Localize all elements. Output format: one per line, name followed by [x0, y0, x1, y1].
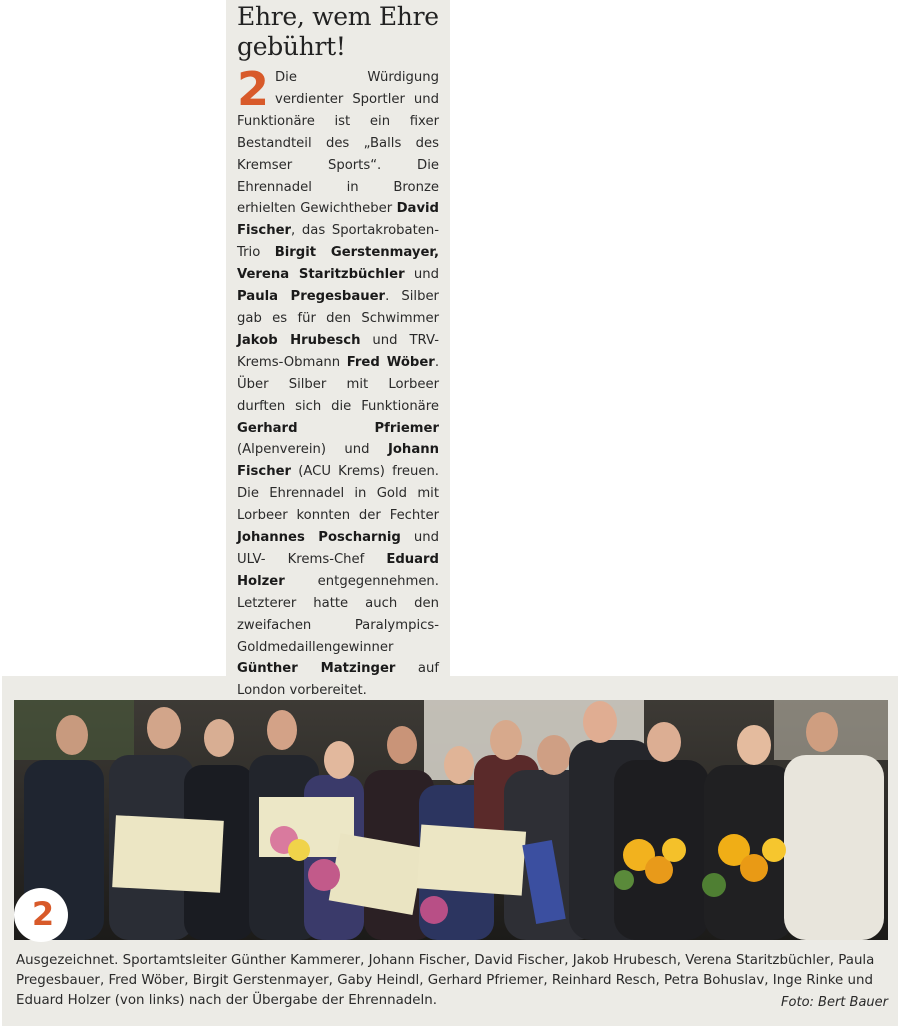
article-name-bold: Eduard Holzer	[237, 551, 439, 589]
article-headline: Ehre, wem Ehre gebührt!	[237, 2, 439, 61]
article-name-bold: Johannes Poscharnig	[237, 530, 401, 546]
article-name-bold: Jakob Hrubesch	[237, 332, 361, 348]
group-photo	[14, 700, 888, 940]
article-text-segment: und	[404, 267, 439, 283]
article-text-segment: (Alpenverein) und	[237, 442, 388, 458]
photo-number: 2	[31, 895, 55, 933]
article-text-segment: und ULV- Krems-Chef	[237, 530, 440, 567]
photo-caption: Ausgezeichnet. Sportamtsleiter Günther Kammerer, Johann Fischer, David Fischer, Jakob Hrubesch, Verena Staritzbüchler, Paula Pregesbauer, Fred Wöber, Birgit Gerstenmayer, Gaby Heindl, Gerhard Pfriemer, Reinhard Resch, Petra Bohuslav, Inge Rinke und Eduard Holzer (von links) nach der Übergabe der Ehrennadeln.	[16, 953, 875, 1008]
article-text-segment: entgegennehmen. Letzterer hatte auch den zweifachen Paralympics-Goldmedaillengewinner	[237, 573, 439, 655]
article-name-bold: Johann Fischer	[237, 442, 439, 480]
article-text-segment: , das Sportakrobaten-Trio	[237, 223, 439, 261]
article-name-bold: Birgit Gerstenmayer, Verena Staritzbüchler	[237, 245, 439, 283]
article-text-segment: auf London vorbereitet.	[237, 661, 439, 699]
article-name-bold: Fred Wöber	[346, 354, 435, 370]
article-name-bold: Günther Matzinger	[237, 661, 396, 677]
article-text-segment: . Silber gab es für den Schwimmer	[237, 289, 439, 326]
article-text-segment: (ACU Krems) freuen. Die Ehrennadel in Gold mit Lorbeer konnten der Fechter	[237, 464, 439, 524]
article-text-segment: und TRV-Krems-Obmann	[237, 332, 439, 370]
article-name-bold: Paula Pregesbauer	[237, 289, 386, 305]
article-name-bold: Gerhard Pfriemer	[237, 420, 439, 436]
article-name-bold: David Fischer	[237, 201, 439, 239]
dropcap-number: 2	[237, 62, 270, 116]
article-body	[237, 62, 440, 702]
article-text-segment: Die Würdigung verdienter Sportler und Funktionäre ist ein fixer Bestandteil des „Balls des Kremser Sports“. Die Ehrennadel in Bronze erhielten Gewichtheber	[237, 70, 439, 217]
group-photo-illustration	[14, 700, 888, 940]
article-text-segment: . Über Silber mit Lorbeer durften sich die Funktionäre	[237, 354, 440, 414]
article-text	[237, 62, 440, 699]
photo-credit: Foto: Bert Bauer	[781, 995, 888, 1010]
photo-number-badge	[14, 888, 68, 942]
